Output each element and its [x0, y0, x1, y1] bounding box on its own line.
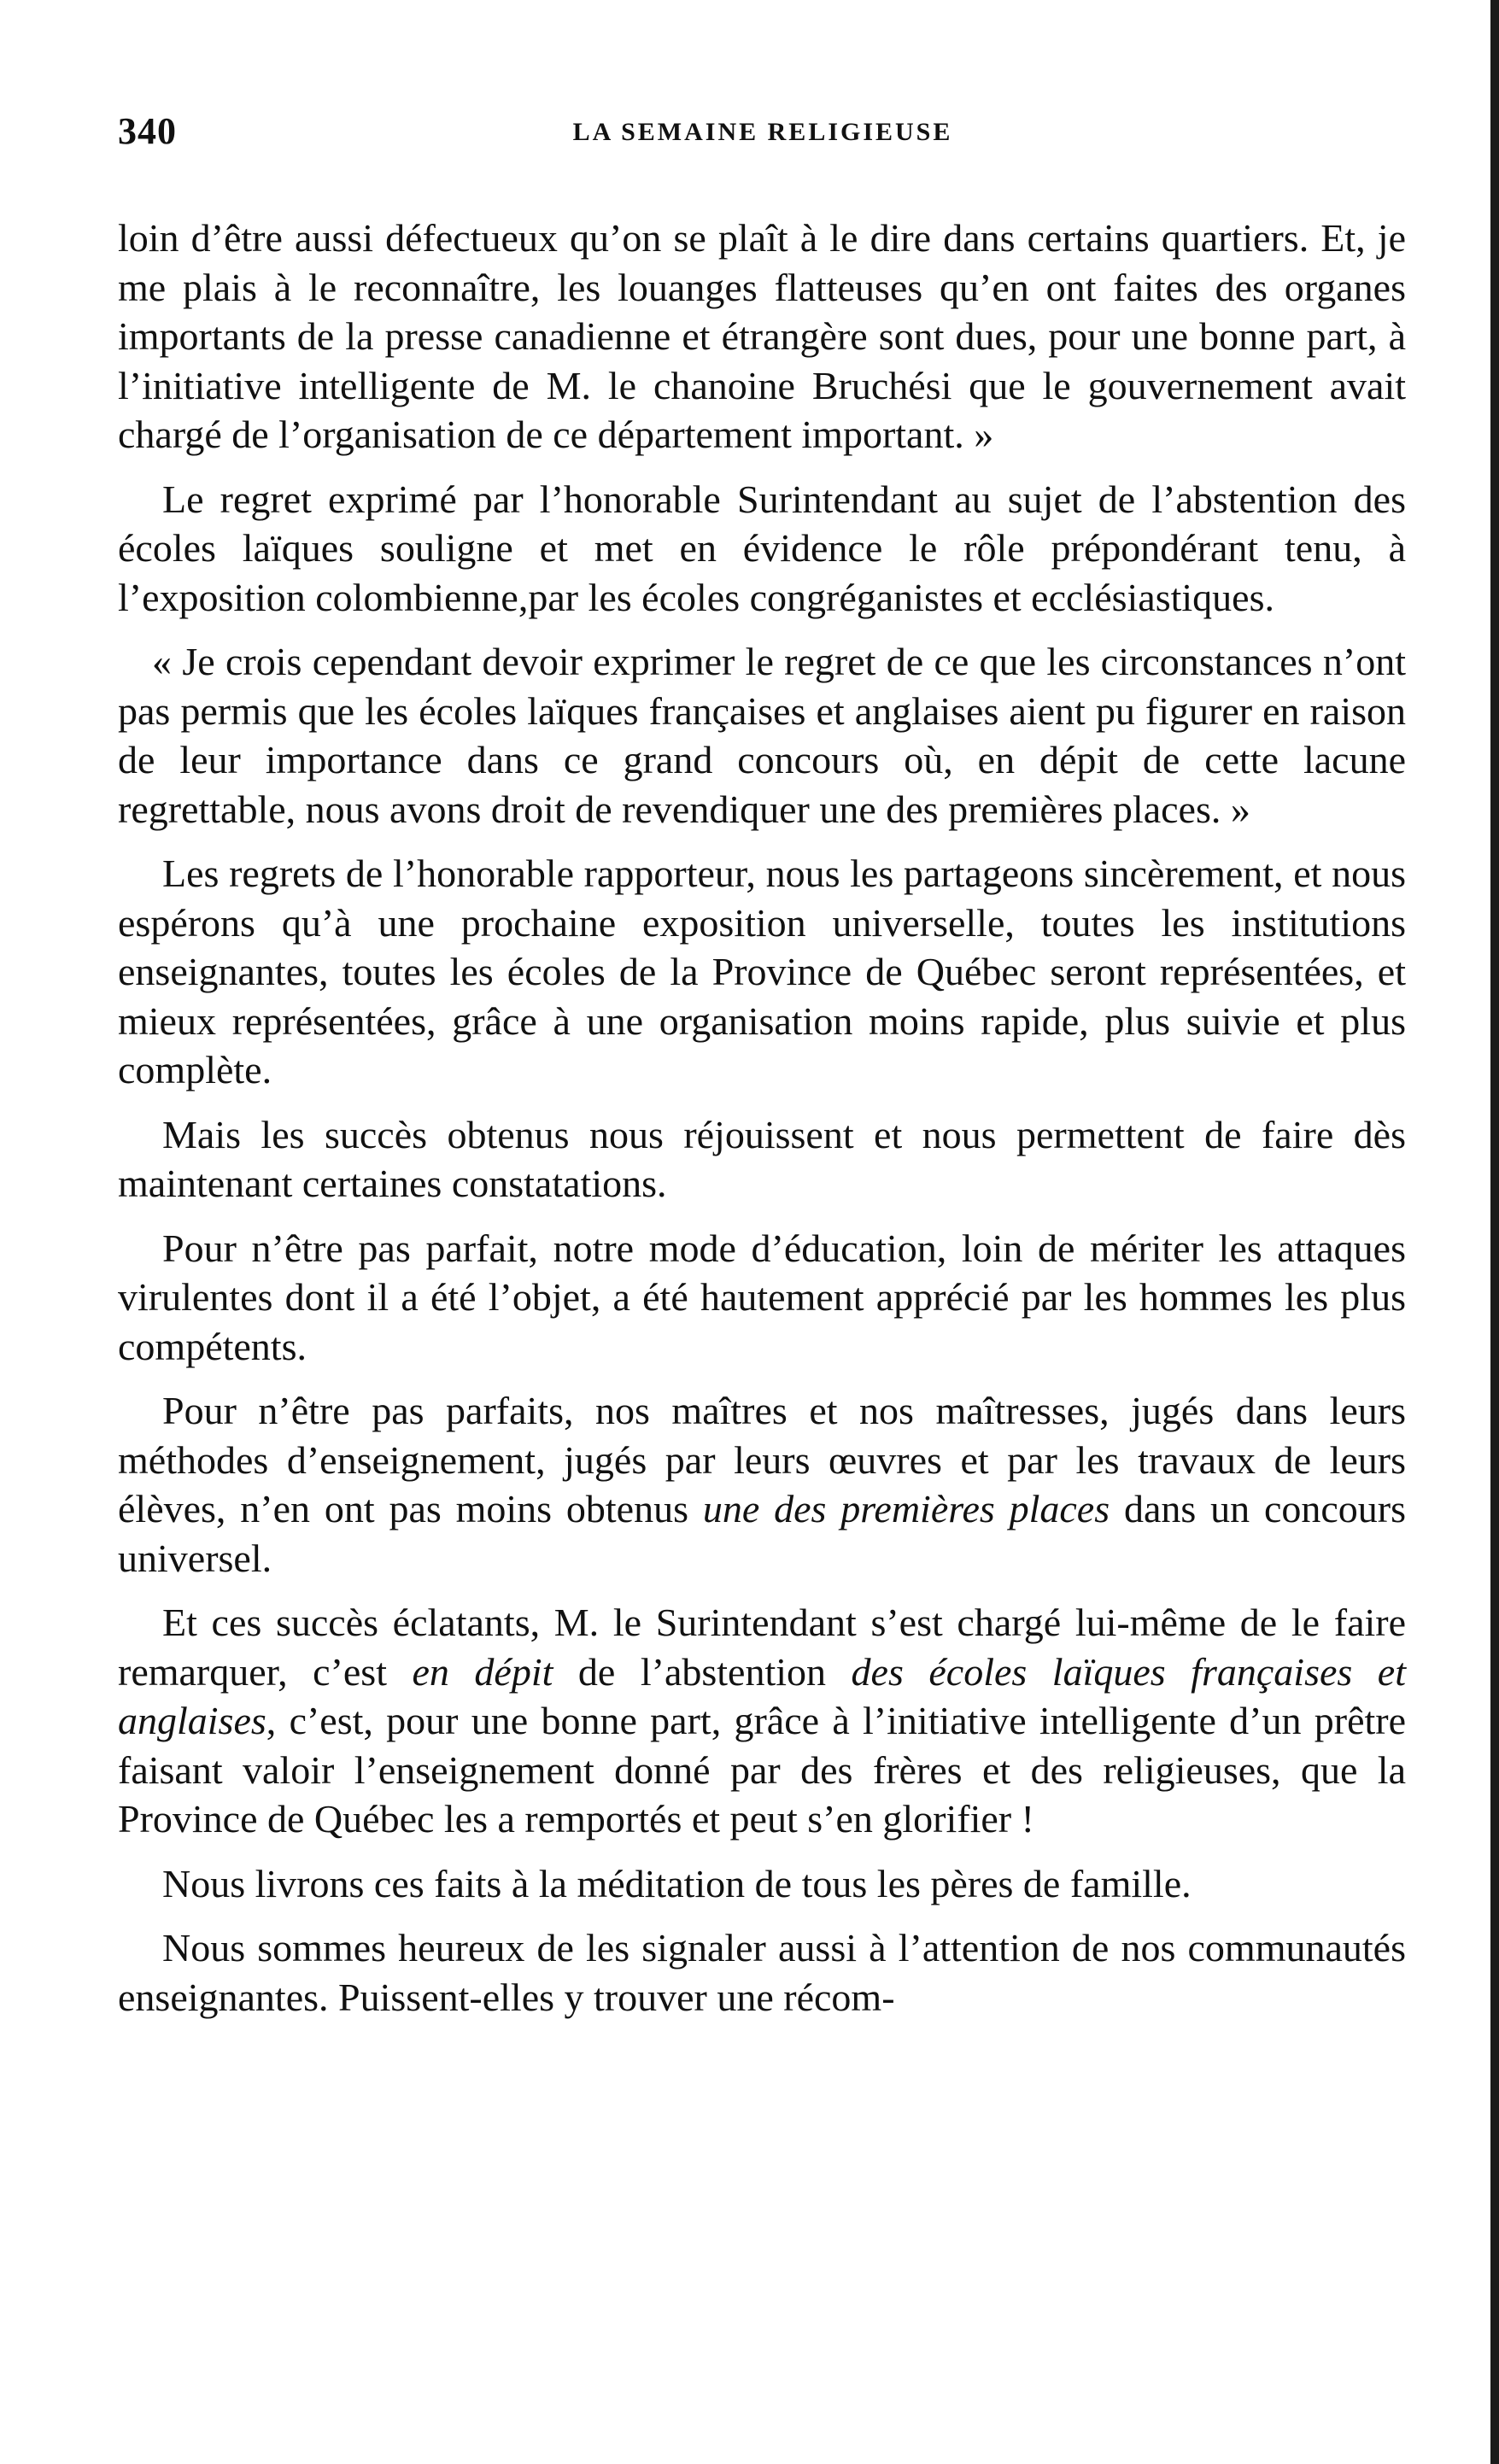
paragraph-text: Pour n’être pas parfaits, nos maîtres et nos maîtresses, jugés dans leurs méthodes d’enseignement, jugés par leurs œuvres et par les travaux de leurs élèves, n’en ont pas moins obtenus [118, 1389, 1406, 1530]
page-number: 340 [118, 110, 177, 152]
article-body [118, 214, 1406, 2037]
scan-edge-border [1490, 0, 1499, 2464]
italic-phrase: une des premières places [702, 1487, 1110, 1530]
running-title: LA SEMAINE RELIGIEUSE [572, 118, 953, 146]
paragraph: Pour n’être pas parfait, notre mode d’éducation, loin de mériter les attaques virulentes dont il a été l’objet, a été hautement apprécié par les hommes les plus compétents. [118, 1226, 1406, 1368]
page-header [118, 109, 1408, 169]
paragraph [118, 1386, 1406, 1583]
paragraph: Nous sommes heureux de les signaler aussi à l’attention de nos communautés enseignantes. Puissent-elles y trouver une récom- [118, 1926, 1406, 2019]
paragraph: Le regret exprimé par l’honorable Surintendant au sujet de l’abstention des écoles laïques souligne et met en évidence le rôle prépondérant tenu, à l’exposition colombienne,par les écoles congréganistes et ecclésiastiques. [118, 477, 1406, 619]
paragraph-text: Et ces succès éclatants, M. le Surintendant s’est chargé lui-même de le faire remarquer, c’est [118, 1601, 1406, 1694]
paragraph-text: de l’abstention [553, 1649, 852, 1694]
italic-phrase: des écoles laïques françaises et anglaises [118, 1649, 1406, 1742]
paragraph-text: , c’est, pour une bonne part, grâce à l’initiative intelligente d’un prêtre faisant valoir l’enseignement donné par des frères et des religieuses, que la Province de Québec les a remportés et peut s’en glorifier ! [118, 1699, 1406, 1841]
paragraph-continuation: loin d’être aussi défectueux qu’on se plaît à le dire dans certains quartiers. Et, je me plais à le reconnaître, les louanges flatteuses qu’en ont faites des organes importants de la presse canadienne et étrangère sont dues, pour une bonne part, à l’initiative intelligente de M. le chanoine Bruchési que le gouvernement avait chargé de l’organisation de ce département important. » [118, 216, 1406, 456]
paragraph [118, 1598, 1406, 1844]
paragraph: Les regrets de l’honorable rapporteur, nous les partageons sincèrement, et nous espérons qu’à une prochaine exposition universelle, toutes les institutions enseignantes, toutes les écoles de la Province de Québec seront représentées, et mieux représentées, grâce à une organisation moins rapide, plus suivie et plus complète. [118, 852, 1406, 1092]
paragraph: Nous livrons ces faits à la méditation de tous les pères de famille. [162, 1861, 1192, 1905]
italic-phrase: en dépit [412, 1649, 553, 1694]
quoted-paragraph: « Je crois cependant devoir exprimer le regret de ce que les circonstances n’ont pas permis que les écoles laïques françaises et anglaises aient pu figurer en raison de leur importance dans ce grand concours où, en dépit de cette lacune regrettable, nous avons droit de revendiquer une des premières places. » [118, 640, 1406, 831]
paragraph-text: dans un concours universel. [118, 1487, 1406, 1580]
paragraph: Mais les succès obtenus nous réjouissent et nous permettent de faire dès maintenant certaines constatations. [118, 1112, 1406, 1205]
